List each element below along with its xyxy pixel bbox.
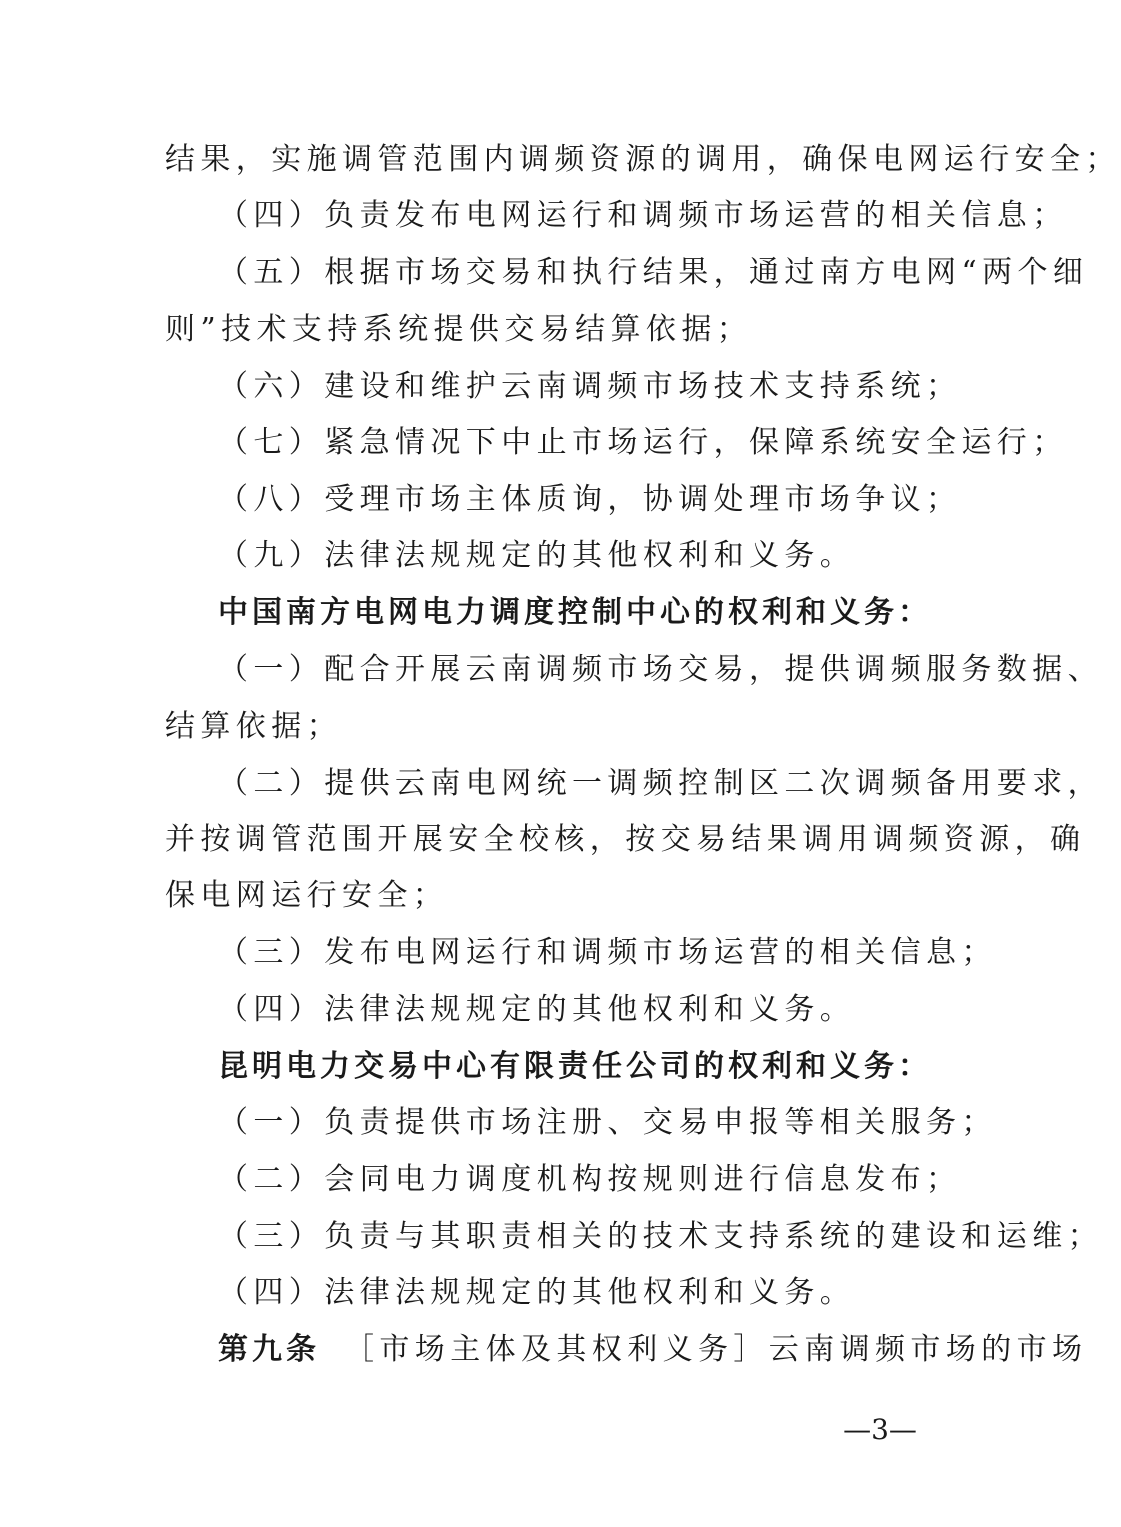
list-item: （二）提供云南电网统一调频控制区二次调频备用要求，: [218, 766, 1103, 801]
list-item: （一）负责提供市场注册、交易申报等相关服务；: [218, 1105, 997, 1140]
body-text-line: 则”技术支持系统提供交易结算依据；: [165, 312, 753, 347]
article-label: 第九条: [218, 1332, 320, 1367]
body-text-line: 结果，实施调管范围内调频资源的调用，确保电网运行安全；: [165, 142, 1121, 177]
list-item: （四）负责发布电网运行和调频市场运营的相关信息；: [218, 198, 1068, 233]
list-item: （七）紧急情况下中止市场运行，保障系统安全运行；: [218, 425, 1068, 460]
section-heading: 昆明电力交易中心有限责任公司的权利和义务：: [218, 1049, 932, 1084]
list-item: （四）法律法规规定的其他权利和义务。: [218, 992, 856, 1027]
list-item: （六）建设和维护云南调频市场技术支持系统；: [218, 369, 962, 404]
article-line: [218, 1322, 1088, 1378]
body-text-line: 保电网运行安全；: [165, 878, 449, 913]
article-text: ［市场主体及其权利义务］云南调频市场的市场: [344, 1332, 1088, 1367]
list-item: （三）发布电网运行和调频市场运营的相关信息；: [218, 935, 997, 970]
body-text-line: 结算依据；: [165, 709, 342, 744]
list-item: （八）受理市场主体质询，协调处理市场争议；: [218, 482, 962, 517]
list-item: （三）负责与其职责相关的技术支持系统的建设和运维；: [218, 1219, 1103, 1254]
section-heading: 中国南方电网电力调度控制中心的权利和义务：: [218, 595, 932, 630]
page-number: —3—: [843, 1413, 917, 1446]
list-item: （九）法律法规规定的其他权利和义务。: [218, 538, 856, 573]
list-item: （四）法律法规规定的其他权利和义务。: [218, 1275, 856, 1310]
list-item: （五）根据市场交易和执行结果，通过南方电网“两个细: [218, 255, 1089, 290]
body-text-line: 并按调管范围开展安全校核，按交易结果调用调频资源，确: [165, 822, 1086, 857]
list-item: （二）会同电力调度机构按规则进行信息发布；: [218, 1162, 962, 1197]
list-item: （一）配合开展云南调频市场交易，提供调频服务数据、: [218, 652, 1103, 687]
